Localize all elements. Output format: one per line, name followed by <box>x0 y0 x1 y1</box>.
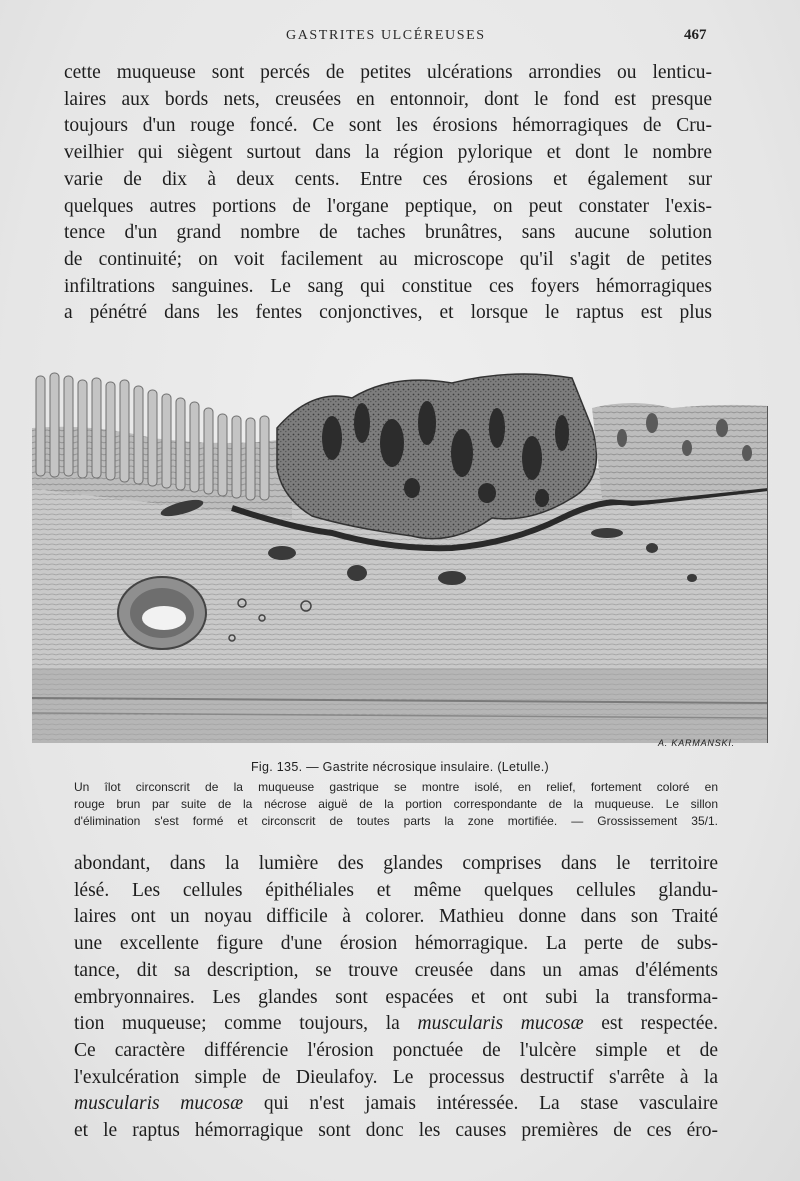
text-run: est respectée. <box>583 1013 719 1035</box>
text-line: embryonnaires. Les glandes sont espacées et ont subi la transforma- <box>74 986 718 1008</box>
text-line: et le raptus hémorragique sont donc les causes premières de ces éro- <box>74 1120 718 1142</box>
text-line: varie de dix à deux cents. Entre ces érosions et également sur <box>64 168 712 190</box>
text-run: tion muqueuse; comme toujours, la <box>74 1013 418 1035</box>
text-line: infiltrations sanguines. Le sang qui constitue ces foyers hémorragiques <box>64 275 712 297</box>
running-head <box>0 26 800 48</box>
latin-term: muscularis mucosæ <box>417 1013 584 1035</box>
text-line: Ce caractère différencie l'érosion ponctuée de l'ulcère simple et de <box>74 1039 718 1061</box>
text-line: abondant, dans la lumière des glandes comprises dans le territoire <box>74 853 718 874</box>
text-line <box>74 1091 718 1118</box>
text-line: laires ont un noyau difficile à colorer. Mathieu donne dans son Traité <box>74 906 718 928</box>
text-line: une excellente figure d'une érosion hémorragique. La perte de subs- <box>74 933 718 955</box>
text-line: veilhier qui siègent surtout dans la région pylorique et dont le nombre <box>64 142 712 164</box>
text-line: laires aux bords nets, creusées en entonnoir, dont le fond est presque <box>64 88 712 110</box>
figure-caption <box>74 779 718 830</box>
histology-illustration <box>32 368 768 746</box>
latin-term: muscularis mucosæ <box>74 1093 244 1115</box>
page-number: 467 <box>684 27 707 43</box>
text-line: a pénétré dans les fentes conjonctives, et lorsque le raptus est plus <box>64 302 712 324</box>
text-line: tence d'un grand nombre de taches brunâtres, sans aucune solution <box>64 222 712 244</box>
caption-line: Un îlot circonscrit de la muqueuse gastrique se montre isolé, en relief, fortement coloré en <box>74 780 718 794</box>
paragraph-1 <box>64 60 712 327</box>
text-line: toujours d'un rouge foncé. Ce sont les érosions hémorragiques de Cru- <box>64 115 712 137</box>
figure-caption-title: Fig. 135. — Gastrite nécrosique insulaire. (Letulle.) <box>251 760 549 774</box>
text-line: de continuité; on voit facilement au microscope qu'il s'agit de petites <box>64 248 712 270</box>
text-line: tance, dit sa description, se trouve creusée dans un amas d'éléments <box>74 959 718 981</box>
engraving-drawing <box>32 368 768 746</box>
text-run: qui n'est jamais intéressée. La stase vasculaire <box>243 1093 718 1115</box>
paragraph-2 <box>74 851 718 1145</box>
text-line <box>74 1011 718 1038</box>
engraver-signature: A. KARMANSKI. <box>658 738 735 748</box>
text-line: l'exulcération simple de Dieulafoy. Le processus destructif s'arrête à la <box>74 1066 718 1088</box>
text-line: cette muqueuse sont percés de petites ulcérations arrondies ou lenticu- <box>64 62 712 83</box>
running-head-title: GASTRITES ULCÉREUSES <box>286 28 486 43</box>
text-line: quelques autres portions de l'organe peptique, on peut constater l'exis- <box>64 195 712 217</box>
caption-line: rouge brun par suite de la nécrose aiguë de la portion correspondante de la muqueuse. Le sillon <box>74 797 718 811</box>
caption-line: d'élimination s'est formé et circonscrit de toutes parts la zone mortifiée. — Grossissement 35/1. <box>74 814 718 828</box>
text-line: lésé. Les cellules épithéliales et même quelques cellules glandu- <box>74 879 718 901</box>
